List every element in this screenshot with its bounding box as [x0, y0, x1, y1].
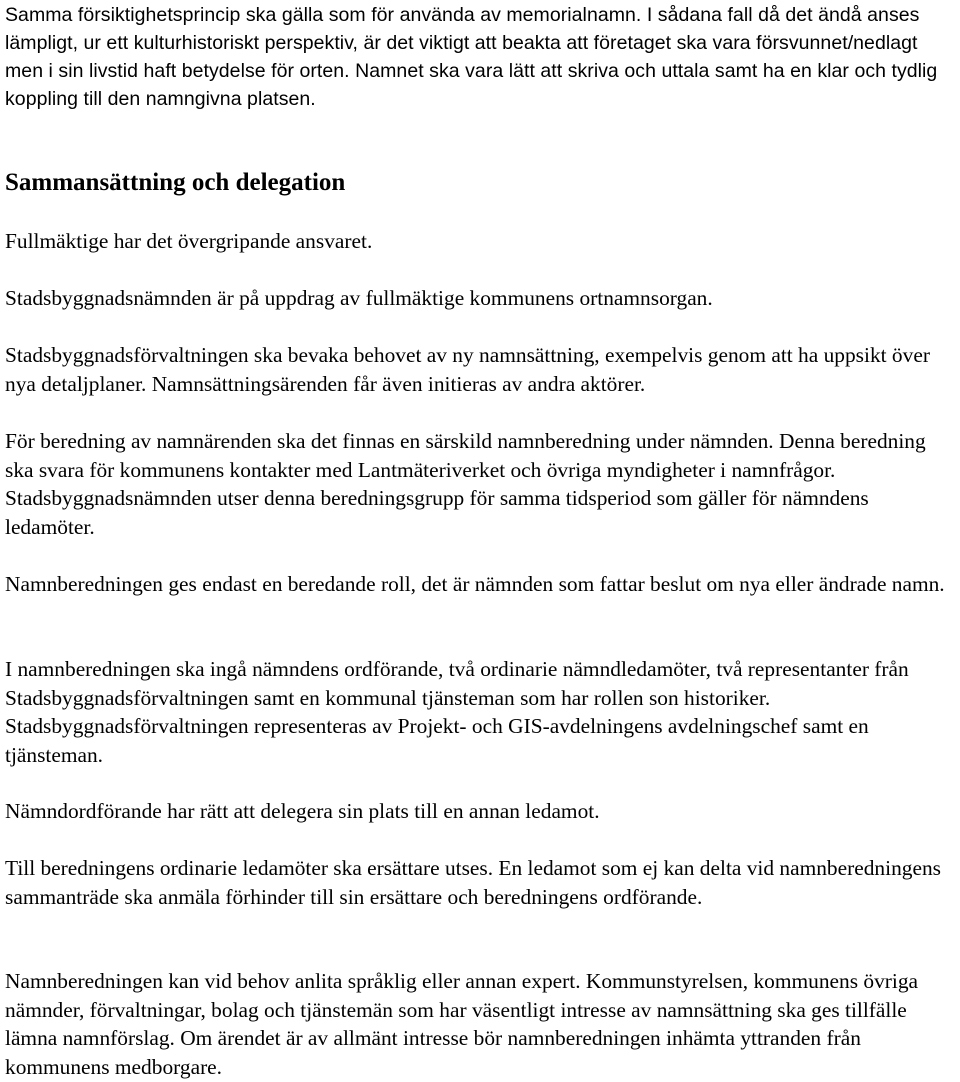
paragraph-composition: I namnberedningen ska ingå nämndens ordförande, två ordinarie nämndledamöter, två representanter från Stadsbyggnadsförvaltningen samt en kommunal tjänsteman som har rollen son historiker. Stadsbyggnadsförvaltningen representeras av Projekt- och GIS-avdelningens avdelningschef samt en tjänsteman. [5, 657, 909, 767]
paragraph-experts: Namnberedningen kan vid behov anlita språklig eller annan expert. Kommunstyrelsen, kommunens övriga nämnder, förvaltningar, bolag och tjänstemän som har väsentligt intresse av namnsättning ska ges tillfälle lämna namnförslag. Om ärendet är av allmänt intresse bör namnberedningen inhämta yttranden från kommunens medborgare. [5, 969, 919, 1079]
section-heading: Sammansättning och delegation [5, 169, 346, 196]
paragraph-place-name-body: Stadsbyggnadsnämnden är på uppdrag av fullmäktige kommunens ortnamnsorgan. [5, 286, 713, 310]
paragraph-preparation: För beredning av namnärenden ska det finnas en särskild namnberedning under nämnden. Denna beredning ska svara för kommunens kontakter med Lantmäteriverket och övriga myndigheter i namnfrågor. Stadsbyggnadsnämnden utser denna beredningsgrupp för samma tidsperiod som gäller för nämndens ledamöter. [5, 429, 926, 539]
paragraph-preparatory-role: Namnberedningen ges endast en beredande roll, det är nämnden som fattar beslut om nya eller ändrade namn. [5, 572, 945, 596]
paragraph-monitoring: Stadsbyggnadsförvaltningen ska bevaka behovet av ny namnsättning, exempelvis genom att ha uppsikt över nya detaljplaner. Namnsättningsärenden får även initieras av andra aktörer. [5, 343, 930, 396]
intro-paragraph: Samma försiktighetsprincip ska gälla som för använda av memorialnamn. I sådana fall då det ändå anses lämpligt, ur ett kulturhistoriskt perspektiv, är det viktigt att beakta att företaget ska vara försvunnet/nedlagt men i sin livstid haft betydelse för orten. Namnet ska vara lätt att skriva och uttala samt ha en klar och tydlig koppling till den namngivna platsen. [5, 4, 938, 110]
paragraph-delegation: Nämndordförande har rätt att delegera sin plats till en annan ledamot. [5, 799, 600, 823]
paragraph-substitutes: Till beredningens ordinarie ledamöter ska ersättare utses. En ledamot som ej kan delta vid namnberedningens sammanträde ska anmäla förhinder till sin ersättare och beredningens ordförande. [5, 856, 941, 909]
paragraph-responsibility: Fullmäktige har det övergripande ansvaret. [5, 229, 373, 253]
document-page [5, 0, 957, 1079]
